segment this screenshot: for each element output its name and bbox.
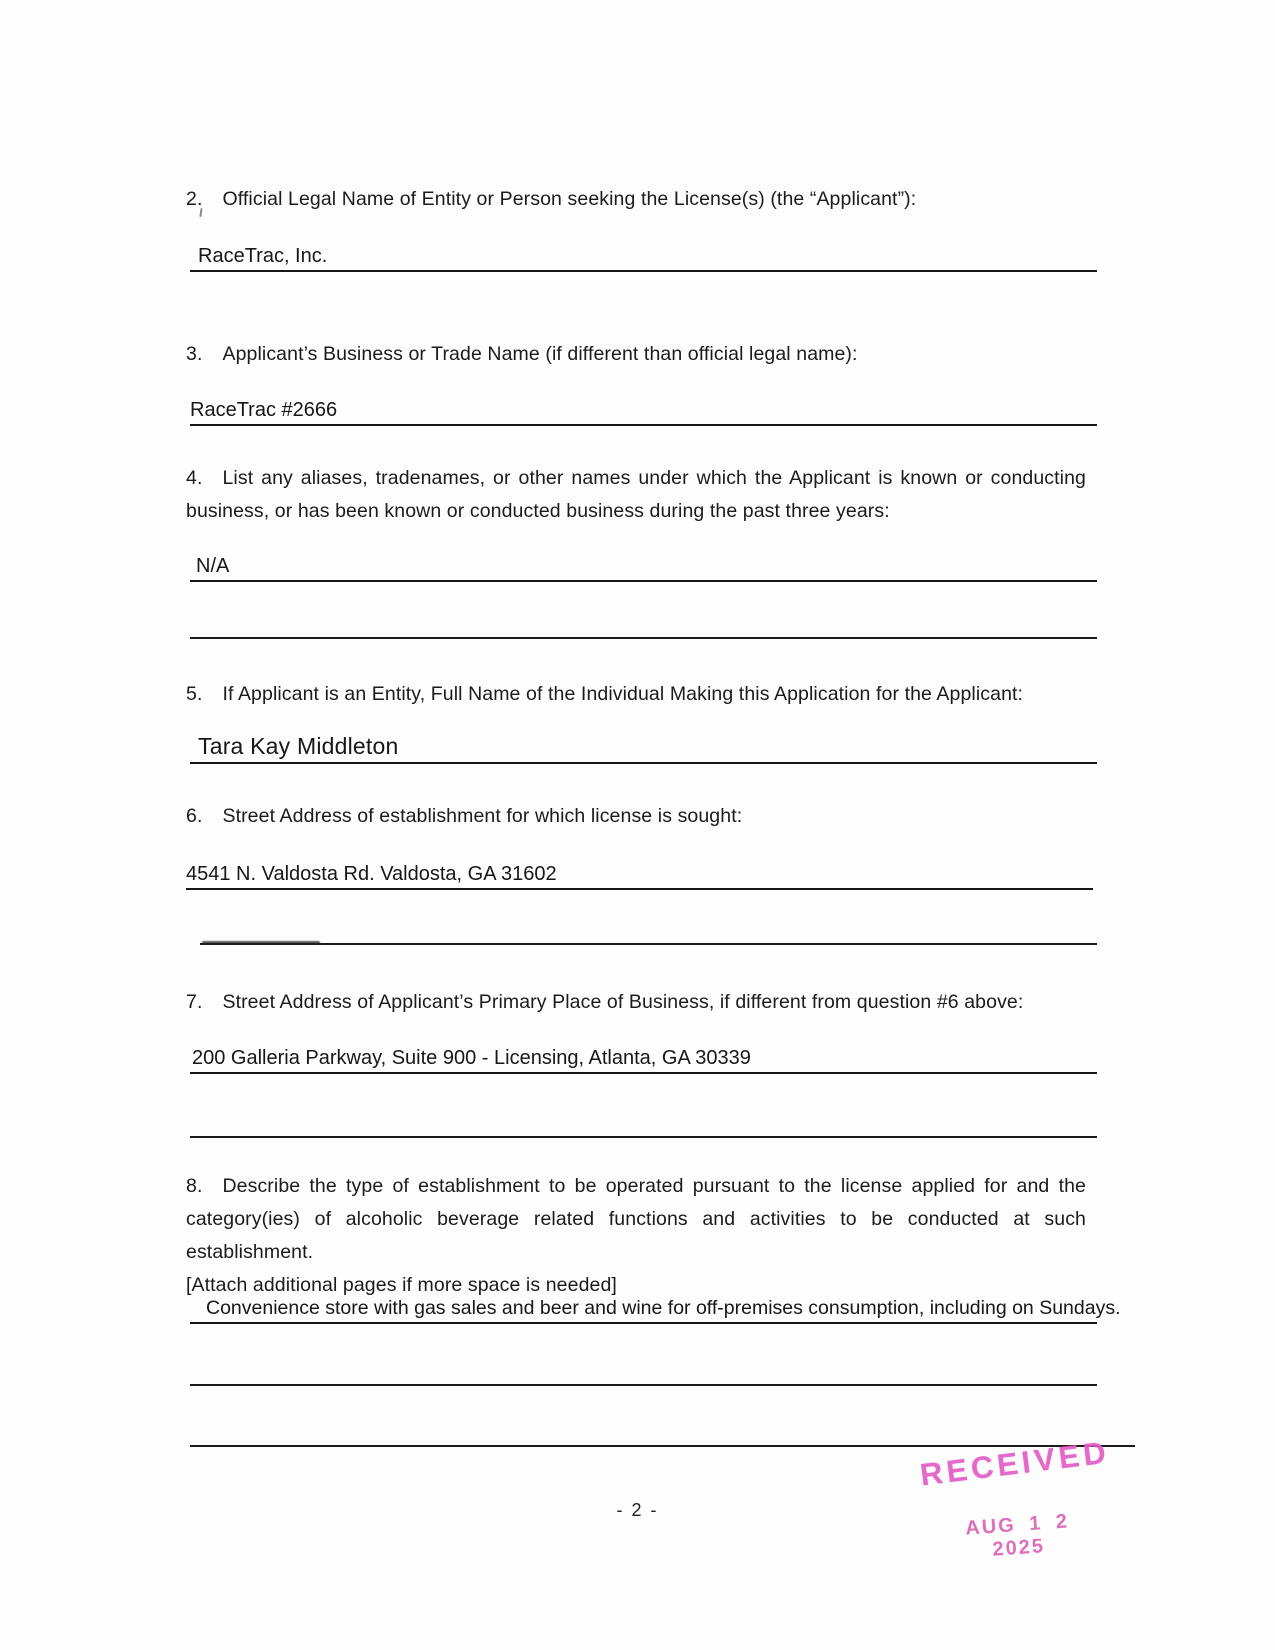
- question-5-answer-field: [190, 726, 1097, 764]
- question-3-label: [186, 338, 1086, 371]
- question-6-answer: 4541 N. Valdosta Rd. Valdosta, GA 31602: [186, 863, 557, 885]
- question-7-label: [186, 986, 1086, 1019]
- question-7-number: 7.: [186, 991, 203, 1013]
- blank-answer-line: [190, 1136, 1097, 1138]
- question-4-number: 4.: [186, 467, 203, 489]
- question-2-answer: RaceTrac, Inc.: [198, 245, 328, 267]
- question-6-answer-field: [186, 852, 1093, 890]
- question-7-text: Street Address of Applicant’s Primary Place of Business, if different from question #6 above:: [222, 991, 1024, 1013]
- question-3-answer-field: [190, 388, 1097, 426]
- question-4-answer: N/A: [196, 555, 230, 577]
- question-3-answer: RaceTrac #2666: [190, 399, 338, 421]
- received-stamp: RECEIVED: [918, 1434, 1112, 1493]
- blank-answer-line: [190, 1384, 1097, 1386]
- question-6-text: Street Address of establishment for which license is sought:: [222, 805, 743, 827]
- question-6-label: [186, 800, 1086, 833]
- question-3-number: 3.: [186, 343, 203, 365]
- page-number: - 2 -: [616, 1500, 659, 1520]
- question-6-number: 6.: [186, 805, 203, 827]
- question-5-number: 5.: [186, 683, 203, 705]
- question-5-text: If Applicant is an Entity, Full Name of the Individual Making this Application for the Applicant:: [222, 683, 1024, 705]
- question-8-number: 8.: [186, 1175, 203, 1197]
- question-3-text: Applicant’s Business or Trade Name (if different than official legal name):: [222, 343, 858, 365]
- blank-answer-line: [190, 1445, 1135, 1447]
- question-8-attach-note: [Attach additional pages if more space is needed]: [186, 1274, 617, 1296]
- question-8-text: Describe the type of establishment to be operated pursuant to the license applied for and the category(ies) of alcoholic beverage related functions and activities to be conducted at such establishment.: [186, 1175, 1086, 1263]
- scan-smudge: [202, 941, 320, 944]
- received-stamp-date: AUG 1 2 2025: [964, 1510, 1070, 1561]
- question-8-answer-field: [190, 1286, 1121, 1324]
- question-7-answer-field: [190, 1036, 1097, 1074]
- question-8-label: [186, 1170, 1086, 1302]
- question-2-label: [186, 183, 1086, 216]
- question-2-number: 2.: [186, 188, 203, 210]
- question-4-text: List any aliases, tradenames, or other names under which the Applicant is known or conducting business, or has been known or conducted business during the past three years:: [186, 467, 1086, 522]
- question-5-label: [186, 678, 1086, 711]
- question-4-label: [186, 462, 1086, 528]
- question-8-answer: Convenience store with gas sales and beer and wine for off-premises consumption, including on Sundays.: [206, 1297, 1121, 1319]
- question-2-text: Official Legal Name of Entity or Person seeking the License(s) (the “Applicant”):: [222, 188, 917, 210]
- question-5-answer: Tara Kay Middleton: [198, 733, 399, 759]
- question-4-answer-field: [190, 544, 1097, 582]
- question-7-answer: 200 Galleria Parkway, Suite 900 - Licensing, Atlanta, GA 30339: [192, 1047, 751, 1069]
- blank-answer-line: [190, 637, 1097, 639]
- blank-answer-line: [200, 943, 1097, 945]
- question-2-answer-field: [190, 234, 1097, 272]
